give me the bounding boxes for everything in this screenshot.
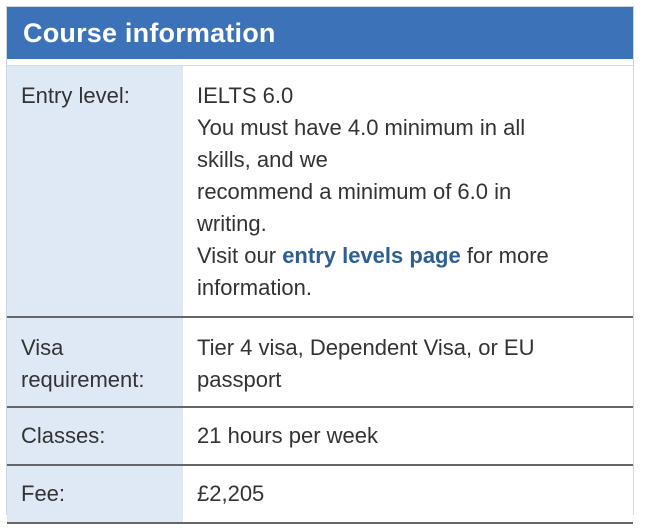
visa-value-line-1: Tier 4 visa, Dependent Visa, or EU: [197, 335, 535, 360]
classes-label: Classes:: [7, 408, 183, 464]
visa-label-line-1: Visa: [21, 335, 64, 360]
entry-level-link-tail: information.: [197, 275, 312, 300]
entry-levels-page-link[interactable]: entry levels page: [282, 243, 461, 268]
entry-level-line-1: IELTS 6.0: [197, 83, 294, 108]
fee-value: £2,205: [197, 481, 265, 506]
visa-value-line-2: passport: [197, 367, 282, 392]
course-information-card: [6, 6, 634, 515]
entry-level-value: [183, 66, 633, 316]
visa-requirement-row: [7, 318, 633, 408]
entry-level-line-5: writing.: [197, 211, 267, 236]
header-divider: [7, 59, 633, 66]
entry-level-link-line: [197, 240, 619, 272]
fee-label: Fee:: [7, 466, 183, 522]
entry-level-link-suffix: for more: [460, 243, 549, 268]
classes-row: [7, 408, 633, 466]
visa-label-line-2: requirement:: [21, 367, 145, 392]
classes-value: 21 hours per week: [197, 423, 378, 448]
entry-level-line-2: You must have 4.0 minimum in all: [197, 115, 526, 140]
fee-row: [7, 466, 633, 524]
entry-level-row: [7, 66, 633, 318]
course-information-title: Course information: [23, 17, 276, 48]
course-information-header: [7, 7, 633, 59]
entry-level-line-4: recommend a minimum of 6.0 in: [197, 179, 512, 204]
entry-level-link-prefix: Visit our: [197, 243, 283, 268]
entry-level-label: Entry level:: [7, 66, 183, 316]
visa-requirement-label: [7, 318, 183, 406]
visa-requirement-value: [183, 318, 633, 406]
entry-level-line-3: skills, and we: [197, 147, 328, 172]
